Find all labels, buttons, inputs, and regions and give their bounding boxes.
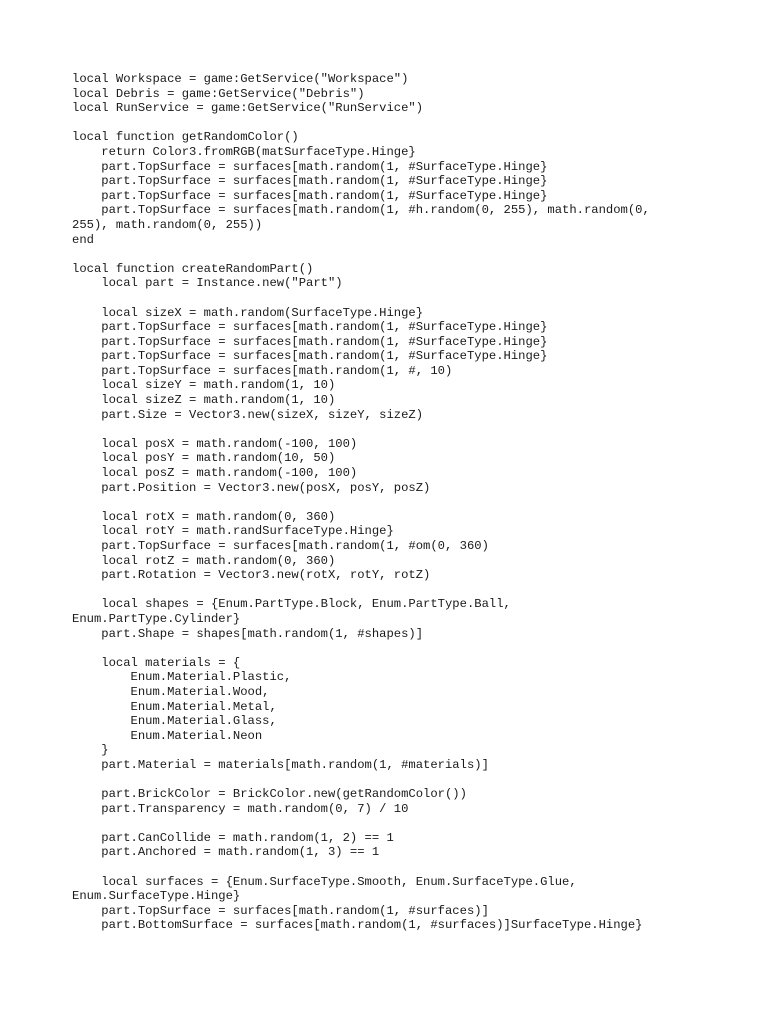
code-line: Enum.Material.Metal, [72, 699, 277, 714]
code-line: part.Shape = shapes[math.random(1, #shapes)] [72, 626, 424, 641]
code-line: local function getRandomColor() [72, 130, 299, 145]
code-line: local rotZ = math.random(0, 360) [72, 553, 336, 568]
code-line: } [72, 743, 109, 758]
code-line: local posZ = math.random(-100, 100) [72, 466, 358, 481]
code-line: Enum.Material.Wood, [72, 684, 270, 699]
code-line: return Color3.fromRGB(matSurfaceType.Hinge} [72, 144, 416, 159]
code-line: local rotX = math.random(0, 360) [72, 509, 336, 524]
code-line: local sizeX = math.random(SurfaceType.Hinge} [72, 305, 424, 320]
code-line [72, 773, 712, 788]
code-line [72, 583, 712, 598]
code-line [72, 422, 712, 437]
code-block [72, 72, 712, 933]
code-line: part.TopSurface = surfaces[math.random(1, #h.random(0, 255), math.random(0, [72, 203, 650, 218]
code-line [72, 291, 712, 306]
code-line [72, 816, 712, 831]
code-line: part.TopSurface = surfaces[math.random(1, #SurfaceType.Hinge} [72, 334, 548, 349]
code-line [72, 641, 712, 656]
code-line: part.Anchored = math.random(1, 3) == 1 [72, 845, 380, 860]
code-line: part.TopSurface = surfaces[math.random(1, #SurfaceType.Hinge} [72, 188, 548, 203]
code-line: end [72, 232, 94, 247]
code-line: Enum.PartType.Cylinder} [72, 611, 241, 626]
code-line: local posY = math.random(10, 50) [72, 451, 336, 466]
code-line: part.TopSurface = surfaces[math.random(1, #SurfaceType.Hinge} [72, 320, 548, 335]
code-line: part.BrickColor = BrickColor.new(getRandomColor()) [72, 787, 467, 802]
code-line: local sizeZ = math.random(1, 10) [72, 393, 336, 408]
code-line: local sizeY = math.random(1, 10) [72, 378, 336, 393]
code-line [72, 116, 712, 131]
code-line: local posX = math.random(-100, 100) [72, 436, 358, 451]
code-line: part.Rotation = Vector3.new(rotX, rotY, rotZ) [72, 568, 431, 583]
code-line: local shapes = {Enum.PartType.Block, Enum.PartType.Ball, [72, 597, 511, 612]
code-line: part.BottomSurface = surfaces[math.random(1, #surfaces)]SurfaceType.Hinge} [72, 918, 643, 933]
code-line: local surfaces = {Enum.SurfaceType.Smooth, Enum.SurfaceType.Glue, [72, 874, 577, 889]
code-line: Enum.Material.Plastic, [72, 670, 292, 685]
code-line: local RunService = game:GetService("RunService") [72, 101, 424, 116]
code-line: local part = Instance.new("Part") [72, 276, 343, 291]
code-line: 255), math.random(0, 255)) [72, 217, 263, 232]
code-line: Enum.Material.Glass, [72, 714, 277, 729]
code-line: part.TopSurface = surfaces[math.random(1, #SurfaceType.Hinge} [72, 159, 548, 174]
code-line [72, 860, 712, 875]
code-line: part.Size = Vector3.new(sizeX, sizeY, sizeZ) [72, 407, 424, 422]
code-line: local function createRandomPart() [72, 261, 314, 276]
code-line: local Workspace = game:GetService("Workspace") [72, 72, 409, 86]
code-line: local rotY = math.randSurfaceType.Hinge} [72, 524, 394, 539]
code-line: Enum.Material.Neon [72, 728, 263, 743]
code-line: part.TopSurface = surfaces[math.random(1, #om(0, 360) [72, 539, 489, 553]
code-line: local materials = { [72, 655, 241, 670]
code-line: local Debris = game:GetService("Debris") [72, 86, 365, 101]
code-line [72, 495, 712, 510]
code-line [72, 247, 712, 262]
code-line: part.CanCollide = math.random(1, 2) == 1 [72, 830, 394, 845]
code-line: part.Transparency = math.random(0, 7) / 10 [72, 801, 409, 816]
code-line: part.TopSurface = surfaces[math.random(1, #, 10) [72, 363, 453, 378]
code-line: part.TopSurface = surfaces[math.random(1, #SurfaceType.Hinge} [72, 174, 548, 189]
code-line: part.TopSurface = surfaces[math.random(1, #SurfaceType.Hinge} [72, 349, 548, 364]
code-line: part.Position = Vector3.new(posX, posY, posZ) [72, 480, 431, 495]
code-line: part.Material = materials[math.random(1, #materials)] [72, 757, 489, 772]
code-line: part.TopSurface = surfaces[math.random(1, #surfaces)] [72, 903, 489, 918]
code-line: Enum.SurfaceType.Hinge} [72, 889, 241, 904]
